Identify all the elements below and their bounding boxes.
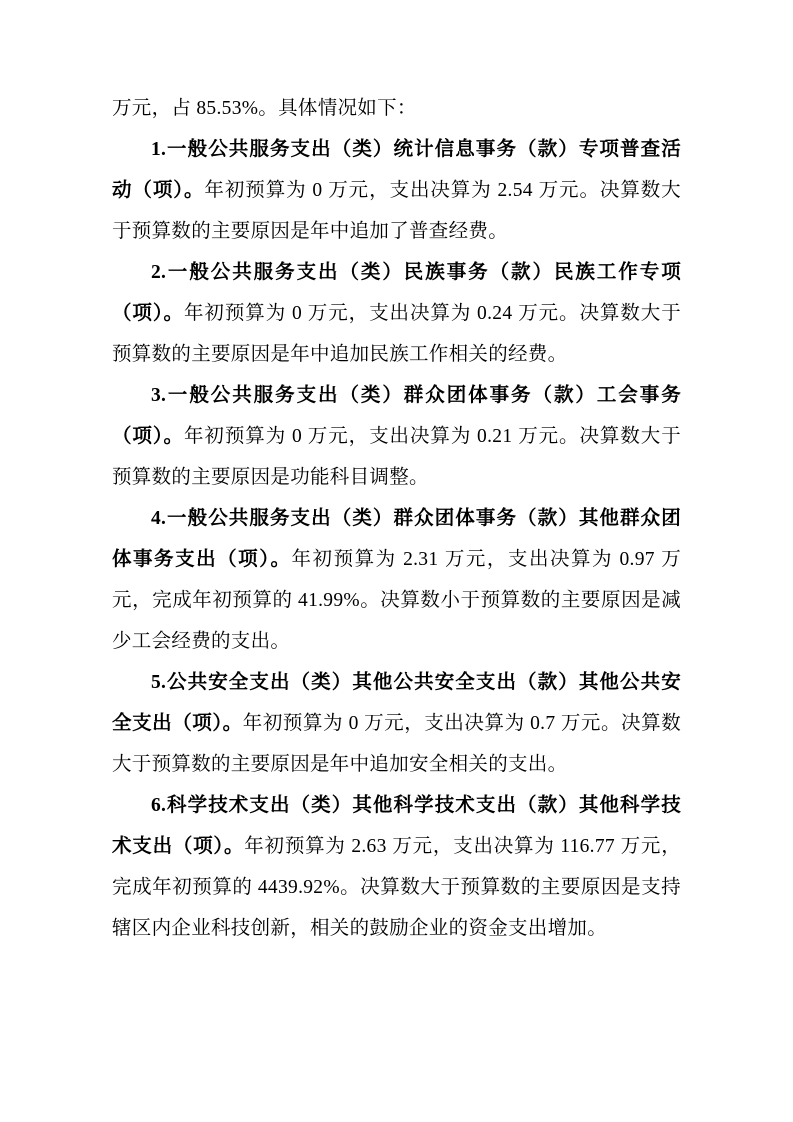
- paragraph-5: [112, 662, 681, 785]
- paragraph-lead: 4.一般公共服务支出（类）群众团体事务（款）其他群众团体事务支出（项）。: [112, 508, 681, 570]
- paragraph-lead: 5.公共安全支出（类）其他公共安全支出（款）其他公共安全支出（项）。: [112, 672, 681, 734]
- paragraph-text: 万元，占 85.53%。具体情况如下：: [112, 98, 417, 119]
- paragraph-lead: 2.一般公共服务支出（类）民族事务（款）民族工作专项（项）。: [112, 262, 681, 324]
- paragraph-1: [112, 129, 681, 252]
- paragraph-text: 年初预算为 2.31 万元，支出决算为 0.97 万元，完成年初预算的 41.99%。决算数小于预算数的主要原因是减少工会经费的支出。: [112, 549, 681, 652]
- paragraph-lead: 3.一般公共服务支出（类）群众团体事务（款）工会事务（项）。: [112, 385, 681, 447]
- paragraph-lead: 1.一般公共服务支出（类）统计信息事务（款）专项普查活动（项）。: [112, 139, 681, 201]
- paragraph-text: 年初预算为 0 万元，支出决算为 0.21 万元。决算数大于预算数的主要原因是功能科目调整。: [112, 426, 682, 488]
- paragraph-3: [112, 375, 681, 498]
- paragraph-0: [112, 88, 681, 129]
- paragraph-4: [112, 498, 681, 662]
- paragraph-6: [112, 785, 681, 949]
- paragraph-text: 年初预算为 0 万元，支出决算为 0.24 万元。决算数大于预算数的主要原因是年中追加民族工作相关的经费。: [112, 303, 682, 365]
- paragraph-text: 年初预算为 0 万元，支出决算为 2.54 万元。决算数大于预算数的主要原因是年中追加了普查经费。: [112, 180, 681, 242]
- paragraph-lead: 6.科学技术支出（类）其他科学技术支出（款）其他科学技术支出（项）。: [112, 795, 681, 857]
- paragraph-2: [112, 252, 681, 375]
- document-body: [112, 88, 681, 949]
- paragraph-text: 年初预算为 2.63 万元，支出决算为 116.77 万元，完成年初预算的 4439.92%。决算数大于预算数的主要原因是支持辖区内企业科技创新，相关的鼓励企业的资金支出增加。: [112, 836, 681, 939]
- paragraph-text: 年初预算为 0 万元，支出决算为 0.7 万元。决算数大于预算数的主要原因是年中追加安全相关的支出。: [112, 713, 681, 775]
